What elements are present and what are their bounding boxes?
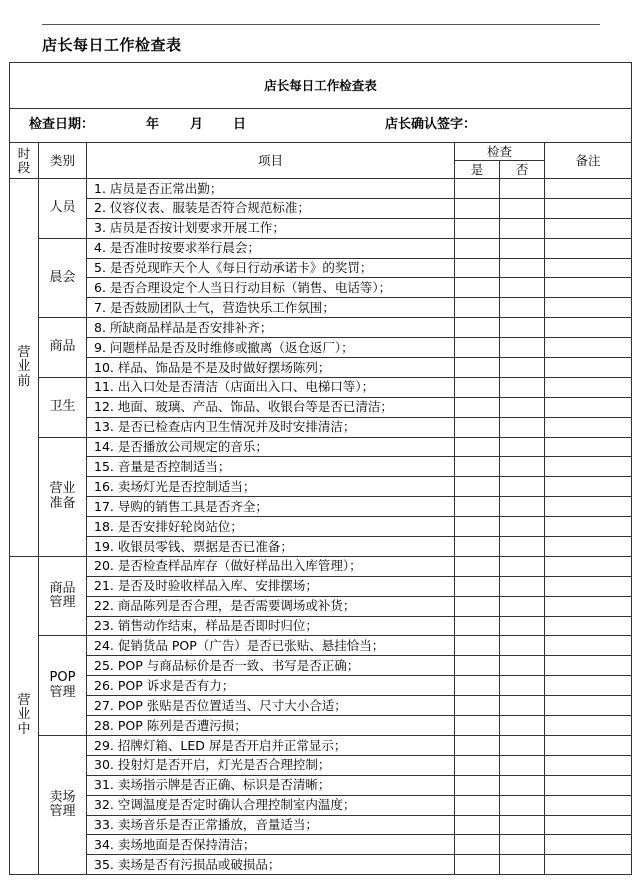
item-text: 29. 招牌灯箱、LED 屏是否开启并正常显示；: [87, 735, 455, 755]
note-cell[interactable]: [545, 238, 632, 258]
yes-check-cell[interactable]: [455, 517, 500, 537]
note-cell[interactable]: [545, 755, 632, 775]
note-cell[interactable]: [545, 716, 632, 736]
note-cell[interactable]: [545, 855, 632, 875]
yes-check-cell[interactable]: [455, 755, 500, 775]
note-cell[interactable]: [545, 795, 632, 815]
category-cell: 人员: [39, 179, 87, 239]
no-check-cell[interactable]: [500, 358, 545, 378]
yes-check-cell[interactable]: [455, 298, 500, 318]
note-cell[interactable]: [545, 696, 632, 716]
item-text: 16. 卖场灯光是否控制适当；: [87, 477, 455, 497]
item-text: 11. 出入口处是否清洁（店面出入口、电梯口等）；: [87, 377, 455, 397]
item-text: 26. POP 诉求是否有力；: [87, 676, 455, 696]
table-row: [10, 417, 632, 437]
no-check-cell[interactable]: [500, 815, 545, 835]
check-date-label: 检查日期：: [29, 117, 95, 132]
note-cell[interactable]: [545, 397, 632, 417]
table-row: [10, 437, 632, 457]
period-header: 时 段: [10, 143, 39, 179]
table-row: [10, 656, 632, 676]
table-row: [10, 397, 632, 417]
no-check-cell[interactable]: [500, 278, 545, 298]
item-text: 4. 是否准时按要求举行晨会；: [87, 238, 455, 258]
note-cell[interactable]: [545, 179, 632, 199]
note-cell[interactable]: [545, 417, 632, 437]
yes-check-cell[interactable]: [455, 218, 500, 238]
yes-check-cell[interactable]: [455, 596, 500, 616]
note-cell[interactable]: [545, 457, 632, 477]
item-text: 25. POP 与商品标价是否一致、书写是否正确；: [87, 656, 455, 676]
no-check-cell[interactable]: [500, 835, 545, 855]
table-row: [10, 835, 632, 855]
item-text: 24. 促销货品 POP（广告）是否已张贴、悬挂恰当；: [87, 636, 455, 656]
note-cell[interactable]: [545, 656, 632, 676]
item-text: 10. 样品、饰品是不是及时做好摆场陈列；: [87, 358, 455, 378]
table-row: [10, 477, 632, 497]
yes-check-cell[interactable]: [455, 457, 500, 477]
no-check-cell[interactable]: [500, 258, 545, 278]
item-text: 14. 是否播放公司规定的音乐；: [87, 437, 455, 457]
yes-check-cell[interactable]: [455, 815, 500, 835]
note-header: 备注: [545, 143, 632, 179]
table-row: [10, 716, 632, 736]
category-cell: POP 管理: [39, 636, 87, 735]
item-text: 12. 地面、玻璃、产品、饰品、收银台等是否已清洁；: [87, 397, 455, 417]
yes-check-cell[interactable]: [455, 358, 500, 378]
no-check-cell[interactable]: [500, 457, 545, 477]
table-row: [10, 517, 632, 537]
yes-check-cell[interactable]: [455, 616, 500, 636]
note-cell[interactable]: [545, 437, 632, 457]
yes-check-cell[interactable]: [455, 417, 500, 437]
checklist-table: [9, 62, 632, 875]
note-cell[interactable]: [545, 258, 632, 278]
note-cell[interactable]: [545, 676, 632, 696]
yes-check-cell[interactable]: [455, 198, 500, 218]
no-check-cell[interactable]: [500, 477, 545, 497]
item-text: 5. 是否兑现昨天个人《每日行动承诺卡》的奖罚；: [87, 258, 455, 278]
yes-check-cell[interactable]: [455, 238, 500, 258]
no-check-cell[interactable]: [500, 696, 545, 716]
note-cell[interactable]: [545, 596, 632, 616]
item-text: 27. POP 张贴是否位置适当、尺寸大小合适；: [87, 696, 455, 716]
category-cell: 营业 准备: [39, 437, 87, 556]
no-check-cell[interactable]: [500, 517, 545, 537]
item-text: 21. 是否及时验收样品入库、安排摆场；: [87, 576, 455, 596]
item-text: 19. 收银员零钱、票据是否已准备；: [87, 537, 455, 557]
table-row: [10, 795, 632, 815]
yes-check-cell[interactable]: [455, 735, 500, 755]
table-row: [10, 497, 632, 517]
no-check-cell[interactable]: [500, 238, 545, 258]
month-label: 月: [190, 117, 204, 132]
item-text: 33. 卖场音乐是否正常播放，音量适当；: [87, 815, 455, 835]
table-title: 店长每日工作检查表: [10, 63, 632, 109]
table-row: [10, 815, 632, 835]
manager-signature-label: 店长确认签字：: [385, 117, 477, 132]
table-row: [10, 775, 632, 795]
no-check-cell[interactable]: [500, 417, 545, 437]
note-cell[interactable]: [545, 377, 632, 397]
item-text: 15. 音量是否控制适当；: [87, 457, 455, 477]
no-header: 否: [500, 161, 545, 179]
yes-check-cell[interactable]: [455, 318, 500, 338]
item-text: 23. 销售动作结束，样品是否即时归位；: [87, 616, 455, 636]
note-cell[interactable]: [545, 218, 632, 238]
no-check-cell[interactable]: [500, 755, 545, 775]
item-text: 20. 是否检查样品库存（做好样品出入库管理）；: [87, 556, 455, 576]
table-row: [10, 616, 632, 636]
item-text: 18. 是否安排好轮岗站位；: [87, 517, 455, 537]
yes-check-cell[interactable]: [455, 377, 500, 397]
no-check-cell[interactable]: [500, 218, 545, 238]
table-row: [10, 198, 632, 218]
note-cell[interactable]: [545, 338, 632, 358]
item-text: 8. 所缺商品样品是否安排补齐；: [87, 318, 455, 338]
note-cell[interactable]: [545, 835, 632, 855]
table-row: [10, 238, 632, 258]
item-text: 34. 卖场地面是否保持清洁；: [87, 835, 455, 855]
table-row: [10, 636, 632, 656]
note-cell[interactable]: [545, 537, 632, 557]
yes-header: 是: [455, 161, 500, 179]
category-cell: 卖场 管理: [39, 735, 87, 874]
item-header: 项目: [87, 143, 455, 179]
category-header: 类别: [39, 143, 87, 179]
note-cell[interactable]: [545, 298, 632, 318]
yes-check-cell[interactable]: [455, 556, 500, 576]
note-cell[interactable]: [545, 636, 632, 656]
table-row: [10, 735, 632, 755]
top-rule: [42, 24, 600, 25]
no-check-cell[interactable]: [500, 596, 545, 616]
table-row: [10, 218, 632, 238]
table-row: [10, 576, 632, 596]
yes-check-cell[interactable]: [455, 656, 500, 676]
table-row: [10, 696, 632, 716]
no-check-cell[interactable]: [500, 616, 545, 636]
date-signature-row: [10, 109, 632, 143]
note-cell[interactable]: [545, 198, 632, 218]
yes-check-cell[interactable]: [455, 537, 500, 557]
yes-check-cell[interactable]: [455, 497, 500, 517]
table-row: [10, 855, 632, 875]
note-cell[interactable]: [545, 318, 632, 338]
item-text: 22. 商品陈列是否合理，是否需要调场或补货；: [87, 596, 455, 616]
no-check-cell[interactable]: [500, 298, 545, 318]
item-text: 6. 是否合理设定个人当日行动目标（销售、电话等）；: [87, 278, 455, 298]
yes-check-cell[interactable]: [455, 835, 500, 855]
item-text: 31. 卖场指示牌是否正确、标识是否清晰；: [87, 775, 455, 795]
table-row: [10, 377, 632, 397]
no-check-cell[interactable]: [500, 179, 545, 199]
note-cell[interactable]: [545, 815, 632, 835]
item-text: 3. 店员是否按计划要求开展工作；: [87, 218, 455, 238]
note-cell[interactable]: [545, 517, 632, 537]
yes-check-cell[interactable]: [455, 636, 500, 656]
note-cell[interactable]: [545, 497, 632, 517]
no-check-cell[interactable]: [500, 437, 545, 457]
no-check-cell[interactable]: [500, 775, 545, 795]
yes-check-cell[interactable]: [455, 397, 500, 417]
table-row: [10, 755, 632, 775]
note-cell[interactable]: [545, 358, 632, 378]
table-row: [10, 338, 632, 358]
period-cell: 营 业 中: [10, 556, 39, 874]
year-label: 年: [146, 117, 160, 132]
note-cell[interactable]: [545, 775, 632, 795]
table-row: [10, 298, 632, 318]
note-cell[interactable]: [545, 616, 632, 636]
no-check-cell[interactable]: [500, 318, 545, 338]
note-cell[interactable]: [545, 477, 632, 497]
yes-check-cell[interactable]: [455, 258, 500, 278]
item-text: 1. 店员是否正常出勤；: [87, 179, 455, 199]
yes-check-cell[interactable]: [455, 278, 500, 298]
category-cell: 商品 管理: [39, 556, 87, 636]
no-check-cell[interactable]: [500, 377, 545, 397]
item-text: 35. 卖场是否有污损品或破损品；: [87, 855, 455, 875]
yes-check-cell[interactable]: [455, 338, 500, 358]
yes-check-cell[interactable]: [455, 576, 500, 596]
yes-check-cell[interactable]: [455, 477, 500, 497]
no-check-cell[interactable]: [500, 656, 545, 676]
no-check-cell[interactable]: [500, 198, 545, 218]
table-row: [10, 596, 632, 616]
no-check-cell[interactable]: [500, 855, 545, 875]
yes-check-cell[interactable]: [455, 855, 500, 875]
table-row: [10, 556, 632, 576]
yes-check-cell[interactable]: [455, 775, 500, 795]
item-text: 13. 是否已检查店内卫生情况并及时安排清洁；: [87, 417, 455, 437]
item-text: 9. 问题样品是否及时维修或撤离（返仓返厂）；: [87, 338, 455, 358]
no-check-cell[interactable]: [500, 576, 545, 596]
table-row: [10, 676, 632, 696]
item-text: 28. POP 陈列是否遭污损；: [87, 716, 455, 736]
table-row: [10, 258, 632, 278]
table-row: [10, 179, 632, 199]
item-text: 7. 是否鼓励团队士气，营造快乐工作氛围；: [87, 298, 455, 318]
category-cell: 卫生: [39, 377, 87, 437]
day-label: 日: [233, 117, 247, 132]
table-row: [10, 278, 632, 298]
no-check-cell[interactable]: [500, 497, 545, 517]
item-text: 30. 投射灯是否开启，灯光是否合理控制；: [87, 755, 455, 775]
note-cell[interactable]: [545, 278, 632, 298]
table-row: [10, 537, 632, 557]
yes-check-cell[interactable]: [455, 795, 500, 815]
table-row: [10, 358, 632, 378]
no-check-cell[interactable]: [500, 735, 545, 755]
check-header: 检查: [455, 143, 545, 161]
no-check-cell[interactable]: [500, 397, 545, 417]
note-cell[interactable]: [545, 735, 632, 755]
no-check-cell[interactable]: [500, 636, 545, 656]
yes-check-cell[interactable]: [455, 179, 500, 199]
yes-check-cell[interactable]: [455, 716, 500, 736]
table-row: [10, 457, 632, 477]
yes-check-cell[interactable]: [455, 696, 500, 716]
document-title: 店长每日工作检查表: [42, 36, 182, 54]
note-cell[interactable]: [545, 576, 632, 596]
yes-check-cell[interactable]: [455, 676, 500, 696]
no-check-cell[interactable]: [500, 676, 545, 696]
table-row: [10, 318, 632, 338]
period-cell: 营 业 前: [10, 179, 39, 557]
item-text: 2. 仪容仪表、服装是否符合规范标准；: [87, 198, 455, 218]
item-text: 17. 导购的销售工具是否齐全；: [87, 497, 455, 517]
no-check-cell[interactable]: [500, 795, 545, 815]
category-cell: 晨会: [39, 238, 87, 318]
category-cell: 商品: [39, 318, 87, 378]
no-check-cell[interactable]: [500, 537, 545, 557]
yes-check-cell[interactable]: [455, 437, 500, 457]
item-text: 32. 空调温度是否定时确认合理控制室内温度；: [87, 795, 455, 815]
no-check-cell[interactable]: [500, 556, 545, 576]
no-check-cell[interactable]: [500, 338, 545, 358]
no-check-cell[interactable]: [500, 716, 545, 736]
note-cell[interactable]: [545, 556, 632, 576]
